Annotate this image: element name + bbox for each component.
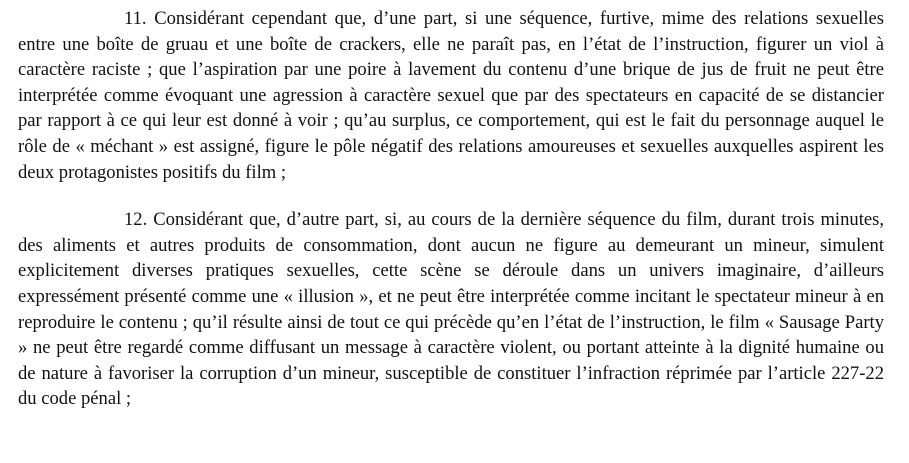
paragraph-11: 11. Considérant cependant que, d’une part, si une séquence, furtive, mime des relations sexuelles entre une boîte de gruau et une boîte de crackers, elle ne paraît pas, en l’état de l’instruction, figurer un viol à caractère raciste ; que l’aspiration par une poire à lavement du contenu d’une brique de jus de fruit ne peut être interprétée comme évoquant une agression à caractère sexuel que par des spectateurs en capacité de se distancier par rapport à ce qui leur est donné à voir ; qu’au surplus, ce comportement, qui est le fait du personnage auquel le rôle de « méchant » est assigné, figure le pôle négatif des relations amoureuses et sexuelles auxquelles aspirent les deux protagonistes positifs du film ;	[18, 8, 884, 183]
document-page	[18, 6, 884, 412]
paragraph-12: 12. Considérant que, d’autre part, si, au cours de la dernière séquence du film, durant trois minutes, des aliments et autres produits de consommation, dont aucun ne figure au demeurant un mineur, simulent explicitement diverses pratiques sexuelles, cette scène se déroule dans un univers imaginaire, d’ailleurs expressément présenté comme une « illusion », et ne peut être interprétée comme incitant le spectateur mineur à en reproduire le contenu ; qu’il résulte ainsi de tout ce qui précède qu’en l’état de l’instruction, le film « Sausage Party » ne peut être regardé comme diffusant un message à caractère violent, ou portant atteinte à la dignité humaine ou de nature à favoriser la corruption d’un mineur, susceptible de constituer l’infraction réprimée par l’article 227-22 du code pénal ;	[18, 209, 884, 410]
